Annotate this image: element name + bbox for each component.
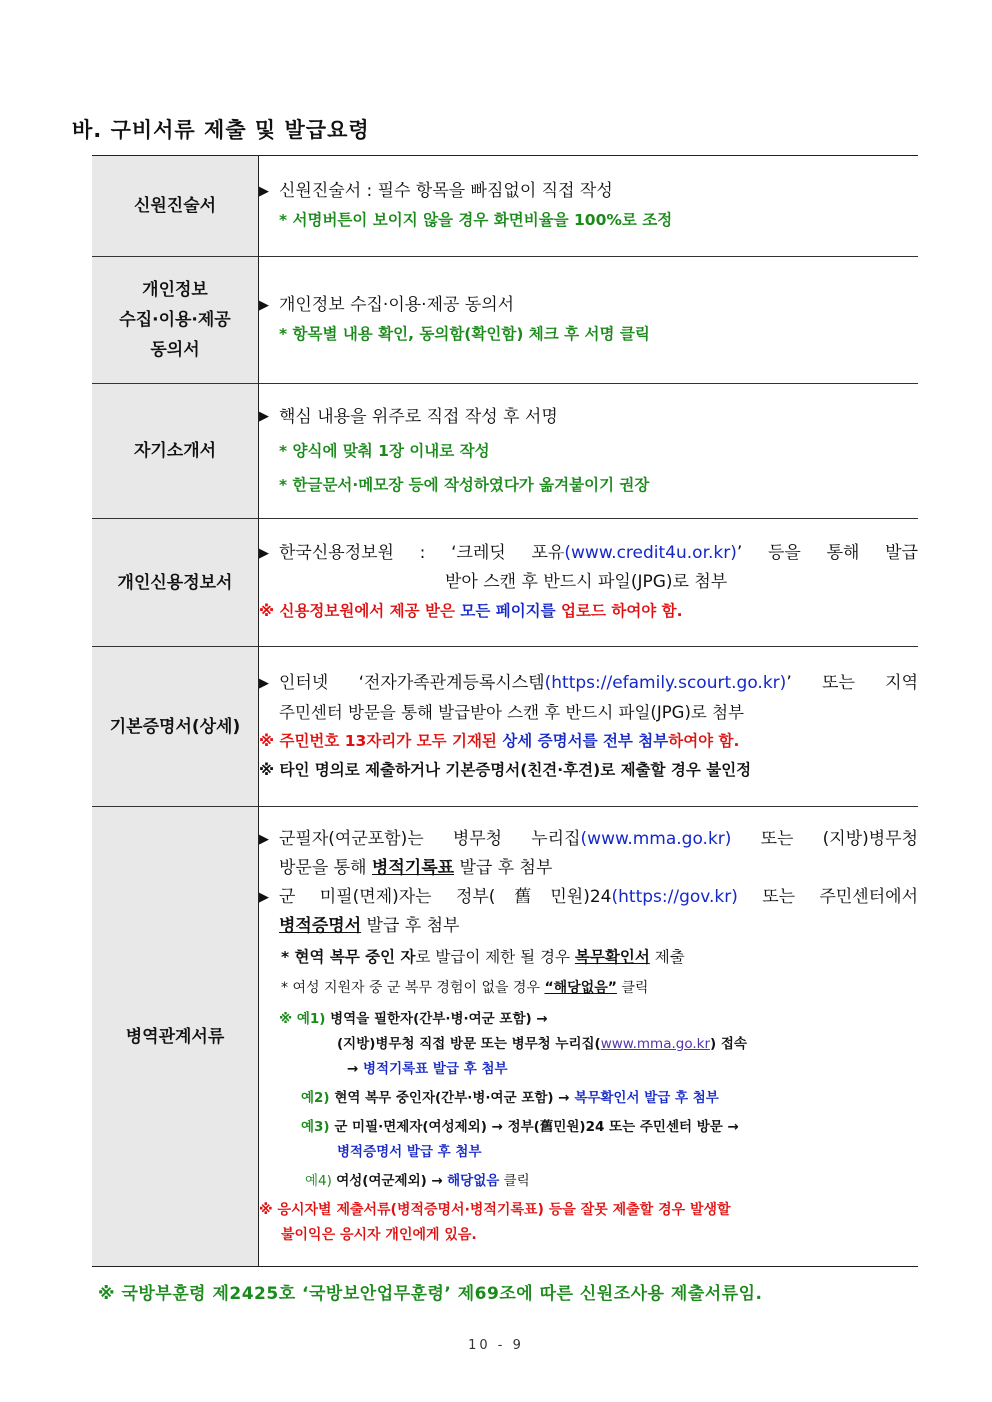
table-row — [92, 647, 918, 807]
page-number: 10 - 9 — [468, 1338, 524, 1353]
row-content: ▶ 한국신용정보원 : ‘크레딧 포유(www.credit4u.or.kr)’ 등을 통해 발급 받아 스캔 후 반드시 파일(JPG)로 첨부 ※ 신용정보원에서 제공 받은 모든 페이지를 업로드 하여야 함. — [259, 519, 919, 647]
row-content: ▶ 신원진술서 : 필수 항목을 빠짐없이 직접 작성 * 서명버튼이 보이지 않을 경우 화면비율을 100%로 조정 — [259, 156, 919, 257]
table-row — [92, 257, 918, 384]
row-content: ▶ 인터넷 ‘전자가족관계등록시스템(https://efamily.scourt.go.kr)’ 또는 지역 주민센터 방문을 통해 발급받아 스캔 후 반드시 파일(JPG)로 첨부 ※ 주민번호 13자리가 모두 기재된 상세 증명서를 전부 첨부 하여야 함. ※ 타인 명의로 제출하거나 기본증명서(친견·후견)로 제출할 경우 불인정 — [259, 647, 919, 807]
row-label: 신원진술서 — [92, 156, 259, 257]
bullet-icon: ▶ — [259, 675, 269, 691]
bullet-icon: ▶ — [259, 890, 269, 905]
row-content: ▶ 군필자(여군포함)는 병무청 누리집(www.mma.go.kr) 또는 (지방)병무청 방문을 통해 병적기록표 발급 후 첨부 ▶ 군 미필(면제)자는 정부(舊민원)24(https://gov.kr) 또는 주민센터에서 병적증명서 발급 후 첨부 * 현역 복무 중인 자 로 발급이 제한 될 경우 복무확인서 제출 * 여성 지원자 중 군 복무 경험이 없을 경우 “해당없음” 클릭 ※ 예1) 병역을 필한자(간부·병·여군 포함) → (지방)병무청 직접 방문 또는 병무청 누리집( www.mma.go.kr ) 접속 → 병적기록표 발급 후 첨부 예2) 현역 복무 중인자(간부·병·여군 포함) → 복무확인서 발급 후 첨부 예3) 군 미필·면제자(여성제외) → 정부(舊민원)24 또는 주민센터 방문 → 병적증명서 발급 후 첨부 예4) 여성(여군제외) → 해당없음 클릭 ※ 응시자별 제출서류(병적증명서·병적기록표) 등을 잘못 제출할 경우 발생할 불이익은 응시자 개인에게 있음. — [259, 807, 919, 1267]
row-label: 개인신용정보서 — [92, 519, 259, 647]
page-title: 바. 구비서류 제출 및 발급요령 — [72, 118, 370, 142]
row-label: 병역관계서류 — [92, 807, 259, 1267]
row-label: 개인정보 수집·이용·제공 동의서 — [92, 257, 259, 384]
table-row — [92, 519, 918, 647]
footnote: ※ 국방부훈령 제2425호 ‘국방보안업무훈령’ 제69조에 따른 신원조사용 제출서류임. — [98, 1284, 763, 1304]
bullet-icon: ▶ — [259, 409, 269, 424]
table-row — [92, 807, 918, 1267]
row-content: ▶ 핵심 내용을 위주로 직접 작성 후 서명 * 양식에 맞춰 1장 이내로 작성 * 한글문서·메모장 등에 작성하였다가 옮겨붙이기 권장 — [259, 384, 919, 519]
row-content: ▶ 개인정보 수집·이용·제공 동의서 * 항목별 내용 확인, 동의함(확인함) 체크 후 서명 클릭 — [259, 257, 919, 384]
bullet-icon: ▶ — [259, 832, 269, 847]
mma-link[interactable]: www.mma.go.kr — [600, 1036, 711, 1052]
row-label: 자기소개서 — [92, 384, 259, 519]
documents-table — [92, 155, 918, 1267]
row-label: 기본증명서(상세) — [92, 647, 259, 807]
table-row — [92, 156, 918, 257]
bullet-icon: ▶ — [259, 546, 269, 561]
table-row — [92, 384, 918, 519]
bullet-icon: ▶ — [259, 298, 269, 313]
bullet-icon: ▶ — [259, 184, 269, 199]
